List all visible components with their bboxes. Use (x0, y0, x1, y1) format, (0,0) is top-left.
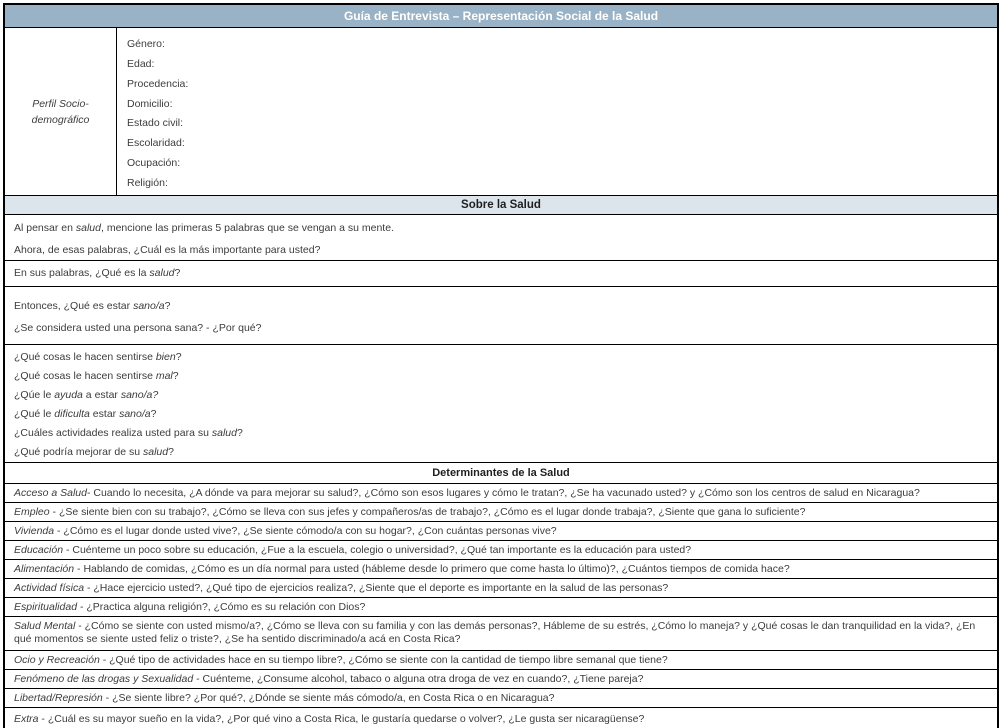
determinant-text: Extra - ¿Cuál es su mayor sueño en la vida?, ¿Por qué vino a Costa Rica, le gustaría quedarse o volver?, ¿Le gusta ser nicaragüense? (14, 713, 645, 725)
field-domicilio: Domicilio: (127, 97, 173, 110)
determinant-text: Actividad física - ¿Hace ejercicio usted?, ¿Qué tipo de ejercicios realiza?, ¿Siente que el deporte es importante en la salud de las personas? (14, 582, 669, 594)
determinant-row-empleo (5, 503, 997, 522)
field-religion: Religión: (127, 176, 168, 189)
determinant-row-educacion (5, 541, 997, 560)
question-paragraph: Al pensar en salud, mencione las primeras 5 palabras que se vengan a su mente. (14, 222, 394, 234)
question-paragraph: ¿Qué le dificulta estar sano/a? (14, 408, 157, 420)
section-title: Determinantes de la Salud (432, 466, 570, 479)
question-group-palabras (5, 215, 997, 261)
socio-demographic-section (5, 28, 997, 196)
section-header-sobre-la-salud (5, 196, 997, 215)
interview-guide-table (3, 3, 999, 728)
field-genero: Género: (127, 38, 165, 51)
determinant-text: Vivienda - ¿Cómo es el lugar donde usted vive?, ¿Se siente cómodo/a con su hogar?, ¿Con cuántas personas vive? (14, 525, 557, 537)
determinant-text: Fenómeno de las drogas y Sexualidad - Cuénteme, ¿Consume alcohol, tabaco o alguna otra droga de vez en cuando?, ¿Tiene pareja? (14, 673, 644, 685)
determinant-row-actividad-fisica (5, 579, 997, 598)
determinant-row-alimentacion (5, 560, 997, 579)
determinant-text: Libertad/Represión - ¿Se siente libre? ¿Por qué?, ¿Dónde se siente más cómodo/a, en Costa Rica o en Nicaragua? (14, 692, 555, 704)
question-paragraph: Ahora, de esas palabras, ¿Cuál es la más importante para usted? (14, 244, 321, 256)
determinant-row-vivienda (5, 522, 997, 541)
field-escolaridad: Escolaridad: (127, 137, 185, 150)
question-paragraph: ¿Se considera usted una persona sana? - ¿Por qué? (14, 322, 262, 334)
determinant-text: Salud Mental - ¿Cómo se siente con usted mismo/a?, ¿Cómo se lleva con su familia y con las demás personas?, Hábleme de su estrés, ¿Cómo lo maneja? y ¿Qué cosas le dan tranquilidad en la vida?, ¿En qué momentos se siente usted feliz o triste?, ¿Se ha sentido discriminado/a acá en Costa Rica? (14, 620, 976, 645)
determinant-row-extra (5, 708, 997, 728)
question-paragraph: ¿Qué cosas le hacen sentirse bien? (14, 351, 182, 363)
question-paragraph: ¿Qué cosas le hacen sentirse mal? (14, 370, 179, 382)
question-paragraph: Entonces, ¿Qué es estar sano/a? (14, 300, 171, 312)
socio-profile-fields (117, 28, 997, 195)
field-ocupacion: Ocupación: (127, 156, 181, 169)
determinant-text: Acceso a Salud- Cuando lo necesita, ¿A dónde va para mejorar su salud?, ¿Cómo son esos lugares y cómo le tratan?, ¿Se ha vacunado usted? y ¿Cómo son los centros de salud en Nicaragua? (14, 487, 920, 499)
determinant-row-espiritualidad (5, 598, 997, 617)
document-title-bar (5, 5, 997, 28)
document-title: Guía de Entrevista – Representación Social de la Salud (343, 8, 659, 23)
determinant-row-salud-mental (5, 617, 997, 651)
determinant-text: Educación - Cuénteme un poco sobre su educación, ¿Fue a la escuela, colegio o universidad?, ¿Qué tan importante es la educación para usted? (14, 544, 692, 556)
question-paragraph: ¿Qúe le ayuda a estar sano/a? (14, 389, 159, 401)
question-paragraph: ¿Qué podría mejorar de su salud? (14, 446, 174, 458)
section-header-determinantes (5, 463, 997, 484)
question-paragraph: ¿Cuáles actividades realiza usted para su salud? (14, 427, 243, 439)
question-group-estar-sano (5, 287, 997, 345)
determinant-row-libertad-represion (5, 689, 997, 708)
field-estado-civil: Estado civil: (127, 117, 184, 130)
socio-profile-label: Perfil Socio-demográfico (5, 28, 117, 195)
determinant-text: Espiritualidad - ¿Practica alguna religión?, ¿Cómo es su relación con Dios? (14, 601, 366, 613)
determinant-row-ocio-recreacion (5, 651, 997, 670)
question-group-que-es-salud (5, 261, 997, 287)
section-title: Sobre la Salud (461, 198, 541, 211)
field-edad: Edad: (127, 58, 155, 71)
field-procedencia: Procedencia: (127, 77, 189, 90)
determinant-row-drogas-sexualidad (5, 670, 997, 689)
determinant-text: Alimentación - Hablando de comidas, ¿Cómo es un día normal para usted (hábleme desde lo primero que come hasta lo último)?, ¿Cuántos tiempos de comida hace? (14, 563, 790, 575)
determinant-text: Empleo - ¿Se siente bien con su trabajo?, ¿Cómo se lleva con sus jefes y compañeros/as de trabajo?, ¿Cómo es el lugar donde trabaja?, ¿Siente que gana lo suficiente? (14, 506, 806, 518)
determinant-row-acceso-salud (5, 484, 997, 503)
determinant-text: Ocio y Recreación - ¿Qué tipo de actividades hace en su tiempo libre?, ¿Cómo se siente con la cantidad de tiempo libre semanal que tiene? (14, 654, 668, 666)
question-group-sentirse (5, 345, 997, 463)
question-paragraph: En sus palabras, ¿Qué es la salud? (14, 267, 181, 279)
